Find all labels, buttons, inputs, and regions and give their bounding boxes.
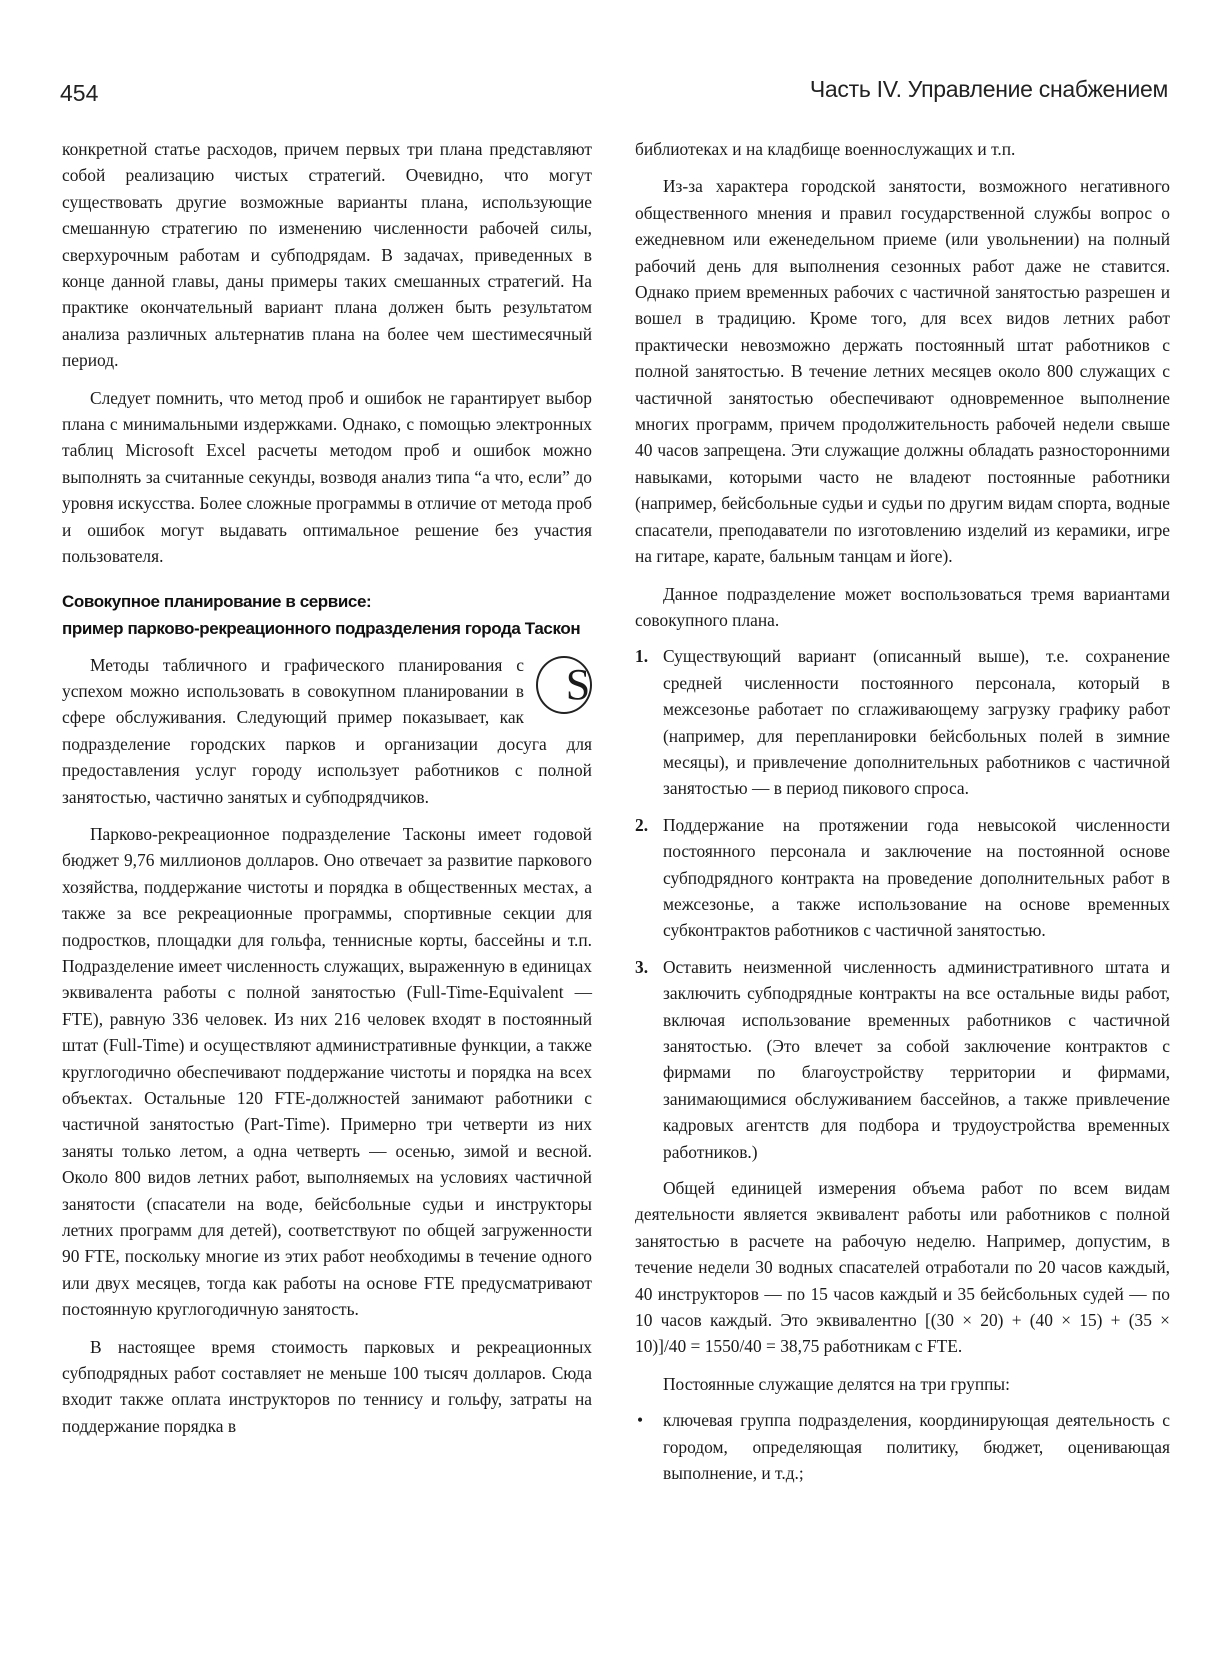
list-number: 1.	[635, 646, 649, 667]
section-heading-line-2: пример парково-рекреационного подразделения города Таскон	[62, 618, 581, 638]
service-s-icon: S	[536, 656, 592, 714]
list-number: 3.	[635, 956, 649, 977]
list-item-text: Оставить неизменной численность административного штата и заключить субподрядные контракты на все остальные виды работ, включая использование временных работников с частичной занятостью. (Это влечет за собой заключение контрактов с фирмами по благоустройству территории и фирмами, занимающимися обслуживанием бассейнов, а также привлечение кадровых агентств для подбора и трудоустройства временных работников.)	[663, 956, 1170, 1162]
paragraph: Из-за характера городской занятости, возможного негативного общественного мнения и правил государственной службы вопрос о ежедневном или еженедельном приеме (или увольнении) на полный рабочий день для выполнения сезонных работ даже не ставится. Однако прием временных рабочих с частичной занятостью разрешен и вошел в традицию. Кроме того, для всех видов летних работ практически невозможно держать постоянный штат работников с полной занятостью. В течение летних месяцев около 800 служащих с частичной занятостью обеспечивают одновременное выполнение многих программ, причем продолжительность рабочей недели свыше 40 часов запрещена. Эти служащие должны обладать разносторонними навыками, которыми часто не владеют постоянные работники (например, бейсбольные судьи и судьи по другим видам спорта, водные спасатели, преподаватели по изготовлению изделий из керамики, игре на гитаре, карате, бальным танцам и йоге).	[635, 176, 1170, 567]
paragraph: Следует помнить, что метод проб и ошибок не гарантирует выбор плана с минимальными издержками. Однако, с помощью электронных таблиц Microsoft Excel расчеты методом проб и ошибок можно выполнять за считанные секунды, возводя анализ типа “а что, если” до уровня искусства. Более сложные программы в отличие от метода проб и ошибок могут выдавать оптимальное решение без участия пользователя.	[62, 387, 592, 567]
paragraph: конкретной статье расходов, причем первых три плана представляют собой реализацию чистых стратегий. Очевидно, что могут существовать другие возможные варианты плана, использующие смешанную стратегию по изменению численности рабочей силы, сверхурочным работам и субподрядам. В задачах, приведенных в конце данной главы, даны примеры таких смешанных стратегий. На практике окончательный вариант плана должен быть результатом анализа различных альтернатив плана на более чем шестимесячный период.	[62, 139, 592, 371]
list-item	[635, 954, 1170, 1165]
paragraph: Общей единицей измерения объема работ по всем видам деятельности является эквивалент работы или работников с полной занятостью в расчете на рабочую неделю. Например, допустим, в течение недели 30 водных спасателей отработали по 20 часов каждый, 40 инструкторов — по 15 часов каждый и 35 бейсбольных судей — по 10 часов каждый. Это эквивалентно [(30 × 20) + (40 × 15) + (35 × 10)]/40 = 1550/40 = 38,75 работникам с FTE.	[635, 1178, 1170, 1357]
paragraph-with-icon	[62, 652, 592, 810]
paragraph: Данное подразделение может воспользоваться тремя вариантами совокупного плана.	[635, 583, 1170, 630]
list-item-text: ключевая группа подразделения, координирующая деятельность с городом, определяющая политику, бюджет, оценивающая выполнение, и т.д.;	[663, 1410, 1170, 1484]
section-heading	[62, 588, 592, 642]
paragraph-text: Методы табличного и графического планирования с успехом можно использовать в совокупном планировании в сфере обслуживания. Следующий пример показывает, как подразделение городских парков и организации досуга для предоставления услуг городу использует работников с полной занятостью, частично занятых и субподрядчиков.	[62, 654, 592, 807]
left-column	[62, 136, 592, 1439]
numbered-list	[635, 643, 1170, 1165]
paragraph: В настоящее время стоимость парковых и рекреационных субподрядных работ составляет не меньше 100 тысяч долларов. Сюда входит также оплата инструкторов по теннису и гольфу, затраты на поддержание порядка в	[62, 1336, 592, 1436]
right-column	[635, 136, 1170, 1487]
list-number: 2.	[635, 814, 649, 835]
list-item	[635, 1407, 1170, 1486]
paragraph: библиотеках и на кладбище военнослужащих и т.п.	[635, 139, 1016, 159]
running-head: Часть IV. Управление снабжением	[809, 76, 1168, 102]
bullet-list	[635, 1407, 1170, 1486]
paragraph: Постоянные служащие делятся на три группы:	[663, 1373, 1010, 1394]
paragraph: Парково-рекреационное подразделение Тасконы имеет годовой бюджет 9,76 миллионов долларов. Оно отвечает за развитие паркового хозяйства, поддержание чистоты и порядка в общественных местах, а также за все рекреационные программы, спортивные секции для подростков, площадки для гольфа, теннисные корты, бассейны и т.п. Подразделение имеет численность служащих, выраженную в единицах эквивалента работы с полной занятостью (Full-Time-Equivalent — FTE), равную 336 человек. Из них 216 человек входят в постоянный штат (Full-Time) и осуществляют административные функции, а также круглогодично обеспечивают поддержание чистоты и порядка на всех объектах. Остальные 120 FTE-должностей занимают работники с частичной занятостью (Part-Time). Примерно три четверти из них заняты только летом, а одна четверть — осенью, зимой и весной. Около 800 видов летних работ, выполняемых на условиях частичной занятости (спасатели на воде, бейсбольные судьи и инструкторы летних программ для детей), соответствуют по общей загруженности 90 FTE, поскольку многие из этих работ необходимы в течение одного или двух месяцев, тогда как работы на основе FTE предусматривают постоянную круглогодичную занятость.	[62, 823, 592, 1320]
list-item-text: Поддержание на протяжении года невысокой численности постоянного персонала и заключение на постоянной основе субподрядного контракта на проведение дополнительных работ в межсезонье, а также использование на основе временных субконтрактов работников с частичной занятостью.	[663, 814, 1170, 941]
section-heading-line-1: Совокупное планирование в сервисе:	[62, 591, 372, 611]
list-item-text: Существующий вариант (описанный выше), т.е. сохранение средней численности постоянного персонала, который в межсезонье работает по сглаживающему загрузку графику работ (например, для перепланировки бейсбольных полей в зимние месяцы), и привлечение дополнительных работников с частичной занятостью — в период пикового спроса.	[663, 646, 1170, 799]
list-item	[635, 643, 1170, 801]
list-item	[635, 812, 1170, 944]
bullet-icon: •	[637, 1410, 644, 1431]
page-header	[60, 72, 1168, 112]
page-number: 454	[60, 80, 99, 106]
